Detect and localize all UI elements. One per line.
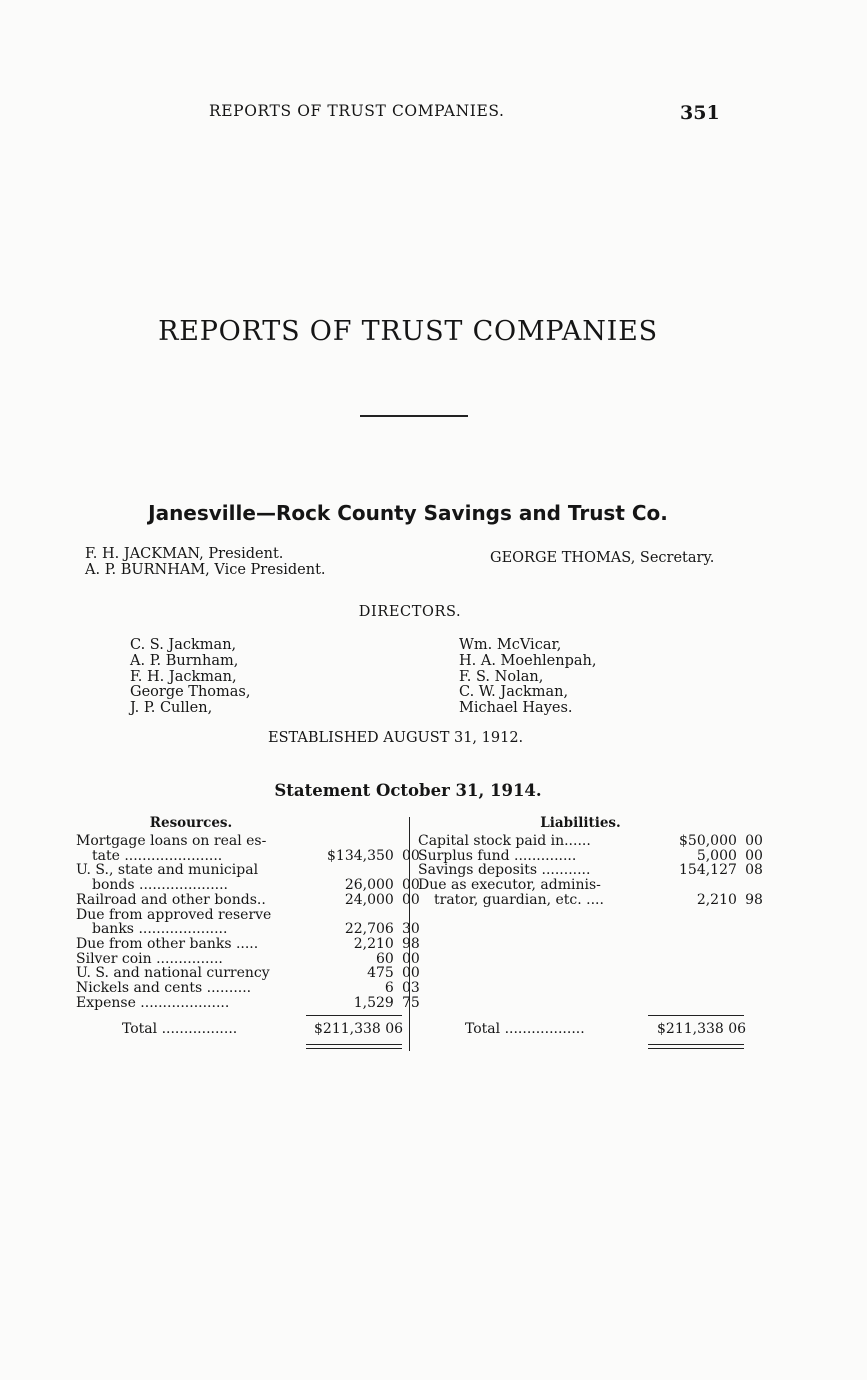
title-rule [360, 415, 468, 417]
item-amount [679, 878, 741, 893]
item-amount: 2,210 [353, 935, 394, 952]
double-rule [306, 1048, 402, 1049]
president: F. H. JACKMAN, President. [85, 546, 284, 562]
total-rule [306, 1015, 402, 1016]
item-label: Due from other banks ..... [76, 935, 259, 952]
item-label: U. S. and national currency [76, 965, 270, 982]
item-cents: 03 [401, 980, 420, 997]
table-row [76, 937, 420, 952]
directors-right-column [459, 638, 596, 717]
item-label: Surplus fund .............. [418, 847, 577, 864]
item-cents: 98 [745, 891, 763, 908]
table-row [76, 952, 420, 967]
item-amount: $50,000 [679, 833, 737, 849]
double-rule [306, 1044, 402, 1045]
table-row [76, 863, 420, 878]
table-row [76, 981, 420, 996]
item-amount [327, 863, 398, 878]
vice-president: A. P. BURNHAM, Vice President. [85, 562, 326, 578]
officers-left [85, 546, 326, 578]
item-cents: 00 [401, 950, 420, 967]
director-name: C. W. Jackman, [459, 684, 569, 701]
item-cents [741, 878, 763, 893]
item-cents: 00 [745, 847, 763, 864]
item-cents: 00 [401, 965, 420, 982]
statement-title: Statement October 31, 1914. [274, 781, 542, 800]
liabilities-total-amount: $211,338 06 [657, 1021, 747, 1037]
item-label: Due from approved reserve [76, 906, 272, 923]
item-cents: 08 [745, 862, 763, 879]
director-name: F. S. Nolan, [459, 668, 544, 685]
double-rule [648, 1048, 744, 1049]
item-label: trator, guardian, etc. .... [434, 891, 604, 908]
directors-left-column [130, 638, 250, 717]
directors-heading: DIRECTORS. [358, 604, 462, 620]
director-name: Michael Hayes. [459, 700, 573, 717]
secretary: GEORGE THOMAS, Secretary. [490, 550, 715, 566]
table-row [76, 878, 420, 893]
item-amount: 26,000 [344, 877, 394, 894]
item-amount: 5,000 [696, 847, 737, 864]
item-cents: 00 [401, 877, 420, 894]
item-cents: 00 [745, 833, 763, 849]
item-amount [327, 908, 398, 923]
item-label: Mortgage loans on real es- [76, 833, 267, 849]
item-label: Savings deposits ........... [418, 862, 591, 879]
running-head-title: REPORTS OF TRUST COMPANIES. [209, 102, 505, 120]
resources-table [76, 834, 420, 1010]
table-row [76, 834, 420, 849]
item-label: Expense .................... [76, 994, 230, 1011]
item-label: tate ...................... [92, 847, 223, 864]
table-row [76, 922, 420, 937]
item-amount: 6 [384, 980, 394, 997]
liabilities-heading: Liabilities. [540, 815, 621, 831]
table-row [418, 849, 763, 864]
table-row [76, 893, 420, 908]
item-cents: 98 [401, 935, 420, 952]
resources-total-label: Total ................. [122, 1021, 238, 1037]
item-cents: 30 [401, 921, 420, 938]
item-cents [398, 863, 420, 878]
item-label: Railroad and other bonds.. [76, 891, 266, 908]
company-name: Janesville—Rock County Savings and Trust Co. [148, 501, 668, 525]
item-amount: $134,350 [327, 847, 394, 864]
item-cents [398, 834, 420, 849]
item-amount: 22,706 [344, 921, 394, 938]
table-row [76, 908, 420, 923]
director-name: J. P. Cullen, [130, 700, 213, 717]
director-name: F. H. Jackman, [130, 668, 237, 685]
director-name: A. P. Burnham, [130, 652, 239, 669]
director-name: George Thomas, [130, 684, 251, 701]
item-label: bonds .................... [92, 877, 229, 894]
liabilities-total-label: Total .................. [465, 1021, 585, 1037]
liabilities-table [418, 834, 763, 908]
resources-total-amount: $211,338 06 [314, 1021, 404, 1037]
established-date: ESTABLISHED AUGUST 31, 1912. [268, 730, 524, 746]
item-label: Nickels and cents .......... [76, 980, 252, 997]
table-row [418, 893, 763, 908]
item-label: banks .................... [92, 921, 228, 938]
item-cents: 00 [401, 847, 420, 864]
director-name: C. S. Jackman, [130, 637, 237, 653]
item-cents [398, 908, 420, 923]
page-number: 351 [680, 102, 720, 124]
resources-heading: Resources. [149, 815, 233, 831]
item-label: Silver coin ............... [76, 950, 223, 967]
table-row [76, 966, 420, 981]
table-row [418, 878, 763, 893]
item-amount: 154,127 [679, 862, 737, 879]
item-amount: 2,210 [696, 891, 737, 908]
item-amount: 24,000 [344, 891, 394, 908]
item-label: U. S., state and municipal [76, 862, 259, 879]
item-amount: 60 [375, 950, 394, 967]
table-row [418, 863, 763, 878]
table-row [418, 834, 763, 849]
item-amount [327, 834, 398, 849]
item-label: Capital stock paid in...... [418, 833, 591, 849]
director-name: Wm. McVicar, [459, 637, 562, 653]
item-amount: 475 [367, 965, 394, 982]
total-rule [648, 1015, 744, 1016]
section-title: REPORTS OF TRUST COMPANIES [158, 316, 658, 347]
item-cents: 00 [401, 891, 420, 908]
director-name: H. A. Moehlenpah, [459, 652, 597, 669]
table-row [76, 849, 420, 864]
item-label: Due as executor, adminis- [418, 877, 601, 894]
item-cents: 75 [401, 994, 420, 1011]
double-rule [648, 1044, 744, 1045]
table-row [76, 996, 420, 1011]
item-amount: 1,529 [353, 994, 394, 1011]
